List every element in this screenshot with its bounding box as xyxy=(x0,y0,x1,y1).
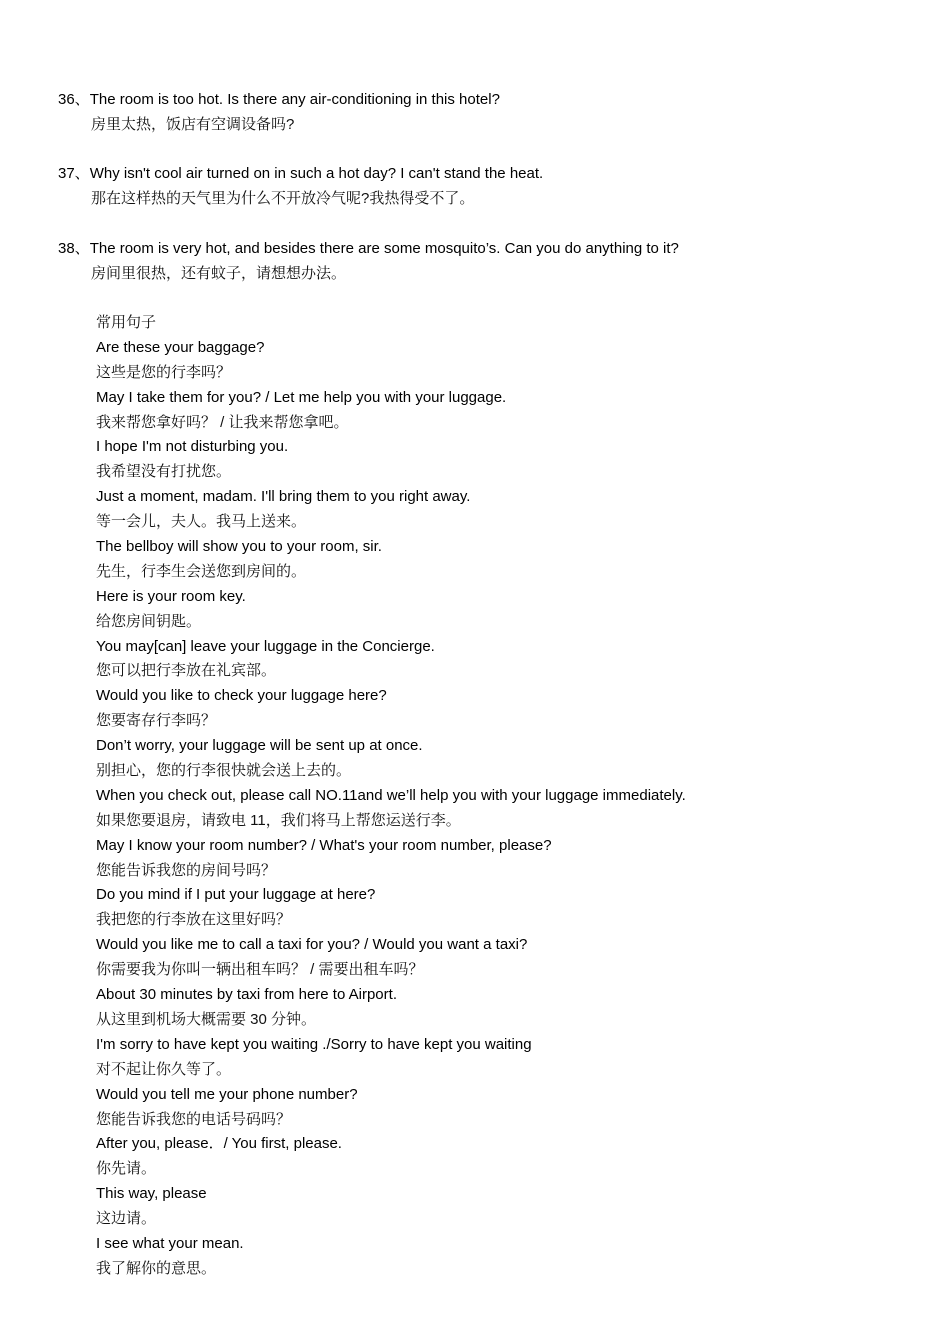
question-number: 37、 xyxy=(58,165,90,182)
question-translation: 房间里很热，还有蚊子，请想想办法。 xyxy=(91,265,347,282)
phrase-chinese: 别担心，您的行李很快就会送上去的。 xyxy=(96,762,352,780)
phrase-chinese: 如果您要退房，请致电 11，我们将马上帮您运送行李。 xyxy=(96,811,461,829)
question-english xyxy=(58,236,679,261)
question-36 xyxy=(58,87,500,137)
phrase-chinese: 先生，行李生会送您到房间的。 xyxy=(96,562,307,580)
question-translation: 房里太热，饭店有空调设备吗? xyxy=(91,116,295,133)
phrase-english: Would you like to check your luggage here? xyxy=(96,687,387,705)
phrase-chinese: 您要寄存行李吗？ xyxy=(96,712,217,730)
phrase-chinese: 我希望没有打扰您。 xyxy=(96,463,232,481)
phrase-english: Would you tell me your phone number? xyxy=(96,1085,358,1103)
question-38 xyxy=(58,236,679,286)
phrase-chinese: 我把您的行李放在这里好吗？ xyxy=(96,911,292,929)
phrase-chinese: 我了解你的意思。 xyxy=(96,1259,217,1277)
phrase-chinese: 你需要我为你叫一辆出租车吗？ / 需要出租车吗？ xyxy=(96,961,424,979)
question-text: Why isn't cool air turned on in such a hot day? I can't stand the heat. xyxy=(89,165,544,182)
phrase-chinese: 您可以把行李放在礼宾部。 xyxy=(96,662,277,680)
question-number: 36、 xyxy=(58,91,90,108)
phrase-chinese: 给您房间钥匙。 xyxy=(96,612,202,630)
question-text: The room is too hot. Is there any air-conditioning in this hotel? xyxy=(89,91,500,108)
question-37 xyxy=(58,161,543,211)
phrase-english: May I know your room number? / What's your room number, please? xyxy=(96,836,552,854)
phrase-english: Don’t worry, your luggage will be sent up at once. xyxy=(96,737,423,755)
phrase-english: Do you mind if I put your luggage at here? xyxy=(96,886,376,904)
phrase-english: After you, please．/ You first, please. xyxy=(96,1135,342,1153)
phrase-english: Just a moment, madam. I'll bring them to you right away. xyxy=(96,488,471,506)
phrase-chinese: 你先请。 xyxy=(96,1160,157,1178)
phrase-chinese: 我来帮您拿好吗？ / 让我来帮您拿吧。 xyxy=(96,413,349,431)
phrase-english: You may[can] leave your luggage in the Concierge. xyxy=(96,637,435,655)
phrase-english: This way, please xyxy=(96,1185,207,1203)
phrase-english: Here is your room key. xyxy=(96,587,246,605)
phrase-english: I hope I'm not disturbing you. xyxy=(96,438,289,456)
phrase-chinese: 等一会儿，夫人。我马上送来。 xyxy=(96,513,307,531)
common-phrases-section xyxy=(96,311,686,1282)
question-english xyxy=(58,87,500,112)
question-english xyxy=(58,161,543,186)
phrase-chinese: 您能告诉我您的房间号吗？ xyxy=(96,861,277,879)
phrase-english: May I take them for you? / Let me help you with your luggage. xyxy=(96,388,507,406)
phrase-english: Are these your baggage? xyxy=(96,338,265,356)
phrase-english: I'm sorry to have kept you waiting ./Sorry to have kept you waiting xyxy=(96,1035,532,1053)
phrase-chinese: 从这里到机场大概需要 30 分钟。 xyxy=(96,1010,317,1028)
question-translation: 那在这样热的天气里为什么不开放冷气呢?我热得受不了。 xyxy=(91,190,475,207)
phrase-chinese: 您能告诉我您的电话号码吗？ xyxy=(96,1110,292,1128)
question-text: The room is very hot, and besides there are some mosquito’s. Can you do anything to it? xyxy=(89,240,679,257)
phrase-english: When you check out, please call NO.11and we’ll help you with your luggage immediately. xyxy=(96,786,686,804)
phrase-chinese: 对不起让你久等了。 xyxy=(96,1060,232,1078)
phrase-chinese: 这些是您的行李吗？ xyxy=(96,363,232,381)
phrase-chinese: 这边请。 xyxy=(96,1210,157,1228)
phrase-english: About 30 minutes by taxi from here to Airport. xyxy=(96,986,397,1004)
phrase-english: Would you like me to call a taxi for you? / Would you want a taxi? xyxy=(96,936,528,954)
phrase-english: I see what your mean. xyxy=(96,1234,244,1252)
phrase-english: The bellboy will show you to your room, sir. xyxy=(96,538,382,556)
section-heading: 常用句子 xyxy=(96,314,157,331)
question-number: 38、 xyxy=(58,240,90,257)
